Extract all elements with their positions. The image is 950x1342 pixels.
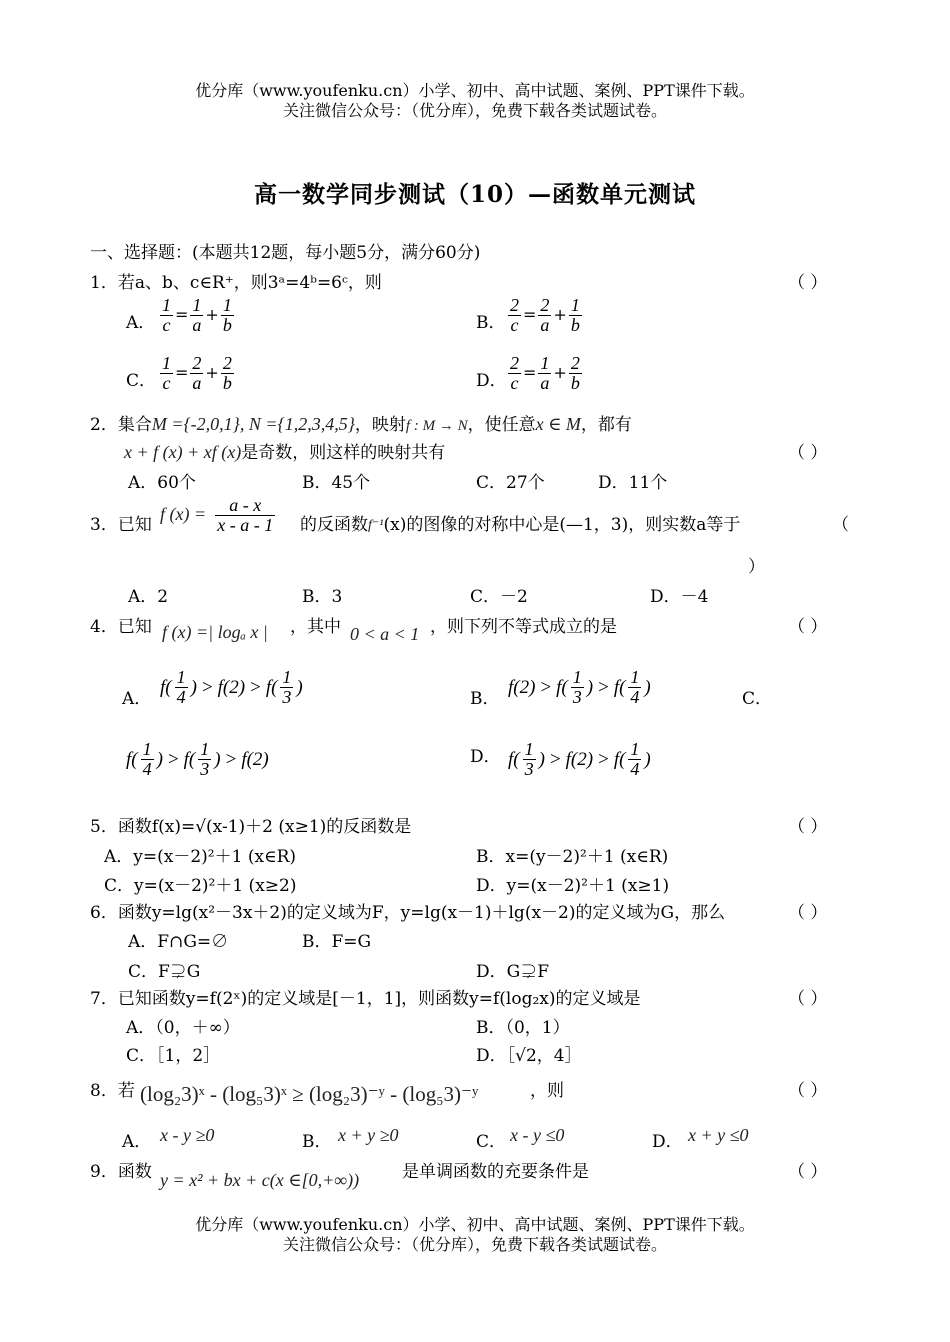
q2-set-m: M ={-2,0,1}, N ={1,2,3,4,5} xyxy=(151,414,355,434)
q2-expression: x + f (x) + xf (x) xyxy=(124,442,242,462)
page-title: 高一数学同步测试（10）—函数单元测试 xyxy=(253,181,696,208)
q2-stem-line2: x + f (x) + xf (x)是奇数，则这样的映射共有 xyxy=(124,442,446,463)
q3-option-b: B．3 xyxy=(302,587,343,607)
q1-option-c-label: C． xyxy=(126,371,157,391)
q2-map: f : M → N xyxy=(405,418,468,434)
q6-option-c: C．F⊋G xyxy=(128,962,201,982)
q2-condition: x ∈ M xyxy=(535,414,581,434)
q7-option-c: C．［1，2］ xyxy=(126,1046,221,1066)
q1-option-d-formula: $\frac{2}{c}$ = $\frac{1}{a}$ + $\frac{2}{b}$ xyxy=(510,353,580,393)
footer-line-2: 关注微信公众号：（优分库），免费下载各类试题试卷。 xyxy=(282,1235,667,1254)
q8-option-d-expr: x + y ≤0 xyxy=(688,1125,749,1145)
q6-option-d: D．G⊋F xyxy=(476,962,550,982)
q2-answer-paren: （ ） xyxy=(788,443,828,463)
q1-stem: 1．若a、b、c∈R⁺，则3ᵃ=4ᵇ=6ᶜ，则 xyxy=(90,273,382,293)
q3-option-a: A．2 xyxy=(128,587,169,607)
q1-option-b-formula: $\frac{2}{c}$ = $\frac{2}{a}$ + $\frac{1}{b}$ xyxy=(510,295,580,335)
q8-option-a-label: A． xyxy=(122,1132,152,1152)
q3-stem-prefix: 3．已知 xyxy=(90,515,152,535)
q4-stem-prefix: 4．已知 xyxy=(90,617,152,637)
q1-option-a-label: A． xyxy=(126,313,156,333)
q4-condition: 0 < a < 1 xyxy=(350,624,420,644)
q3-function-formula: f (x) = $\frac{a - x}{x - a - 1}$ xyxy=(160,495,274,535)
q2-option-c: C．27个 xyxy=(476,473,545,493)
footer-line-1: 优分库（www.youfenku.cn）小学、初中、高中试题、案例、PPT课件下载。 xyxy=(195,1215,755,1234)
q6-stem: 6．函数y=lg(x²－3x＋2)的定义域为F，y=lg(x－1)＋lg(x－2)的定义域为G，那么 xyxy=(90,903,726,923)
q2-stem-line1: 2．集合M ={-2,0,1}, N ={1,2,3,4,5}，映射f : M → N，使任意x ∈ M，都有 xyxy=(90,414,632,435)
q9-answer-paren: （ ） xyxy=(788,1162,828,1182)
q2-option-b: B．45个 xyxy=(302,473,371,493)
q4-option-b-label: B． xyxy=(470,689,500,709)
q7-option-b: B．（0，1） xyxy=(476,1018,570,1038)
q8-stem-prefix: 8．若 xyxy=(90,1081,135,1101)
q4-option-c-formula: f( $\frac{1}{4}$ ) > f( $\frac{1}{3}$ ) > f(2) xyxy=(126,739,269,779)
q5-option-a: A．y=(x－2)²＋1 (x∈R) xyxy=(104,847,297,867)
q1-option-d-label: D． xyxy=(476,371,507,391)
q3-paren-open: （ xyxy=(832,515,849,535)
q1-answer-paren: （ ） xyxy=(788,273,828,293)
q7-answer-paren: （ ） xyxy=(788,989,828,1009)
header-line-2: 关注微信公众号：（优分库），免费下载各类试题试卷。 xyxy=(282,101,667,120)
q8-option-c-label: C． xyxy=(476,1132,507,1152)
q4-option-a-formula: f( $\frac{1}{4}$ ) > f(2) > f( $\frac{1}{3}$ ) xyxy=(160,667,303,707)
q8-option-b-expr: x + y ≥0 xyxy=(338,1125,399,1145)
q6-option-a: A．F∩G=∅ xyxy=(128,932,229,952)
section-heading: 一、选择题：(本题共12题，每小题5分，满分60分) xyxy=(90,243,481,263)
q4-option-c-label: C． xyxy=(742,689,773,709)
q4-answer-paren: （ ） xyxy=(788,617,828,637)
q2-option-a: A．60个 xyxy=(128,473,196,493)
q8-option-d-label: D． xyxy=(652,1132,683,1152)
q8-option-b-label: B． xyxy=(302,1132,332,1152)
q4-option-d-formula: f( $\frac{1}{3}$ ) > f(2) > f( $\frac{1}{4}$ ) xyxy=(508,739,651,779)
q4-option-d-label: D． xyxy=(470,747,501,767)
q1-option-a-formula: $\frac{1}{c}$ = $\frac{1}{a}$ + $\frac{1}{b}$ xyxy=(162,295,232,335)
q3-stem-suffix: 的反函数f⁻¹(x)的图像的对称中心是(—1，3)，则实数a等于 xyxy=(300,515,741,535)
q5-stem: 5．函数f(x)=√(x-1)＋2 (x≥1)的反函数是 xyxy=(90,817,412,837)
q7-option-a: A．（0，＋∞） xyxy=(126,1018,240,1038)
q8-option-c-expr: x - y ≤0 xyxy=(510,1125,565,1145)
q3-option-d: D．－4 xyxy=(650,587,709,607)
q2-option-d: D．11个 xyxy=(598,473,668,493)
q9-stem-suffix: 是单调函数的充要条件是 xyxy=(402,1162,589,1182)
q8-option-a-expr: x - y ≥0 xyxy=(160,1125,215,1145)
q1-option-b-label: B． xyxy=(476,313,506,333)
q1-option-c-formula: $\frac{1}{c}$ = $\frac{2}{a}$ + $\frac{2}{b}$ xyxy=(162,353,232,393)
q3-option-c: C．－2 xyxy=(470,587,528,607)
q5-option-d: D．y=(x－2)²＋1 (x≥1) xyxy=(476,876,670,896)
q8-stem-suffix: ，则 xyxy=(530,1081,564,1101)
q4-function: f (x) =| logₐ x | xyxy=(162,622,268,642)
q9-expression: y = x² + bx + c(x ∈[0,+∞)) xyxy=(160,1170,360,1190)
q6-answer-paren: （ ） xyxy=(788,903,828,923)
q9-stem-prefix: 9．函数 xyxy=(90,1162,152,1182)
q3-paren-close: ） xyxy=(748,557,765,577)
q5-option-b: B．x=(y－2)²＋1 (x∈R) xyxy=(476,847,669,867)
q5-answer-paren: （ ） xyxy=(788,817,828,837)
q6-option-b: B．F=G xyxy=(302,932,372,952)
q7-stem: 7．已知函数y=f(2ˣ)的定义域是[－1，1]，则函数y=f(log₂x)的定义域是 xyxy=(90,989,641,1009)
q4-stem-mid: ，其中 xyxy=(290,617,341,637)
q5-option-c: C．y=(x－2)²＋1 (x≥2) xyxy=(104,876,297,896)
q7-option-d: D．［√2，4］ xyxy=(476,1046,582,1066)
q8-expression: (log₂3)ˣ - (log₅3)ˣ ≥ (log₂3)⁻ʸ - (log₅3)⁻ʸ xyxy=(140,1082,479,1106)
header-line-1: 优分库（www.youfenku.cn）小学、初中、高中试题、案例、PPT课件下载。 xyxy=(195,81,755,100)
q4-option-b-formula: f(2) > f( $\frac{1}{3}$ ) > f( $\frac{1}{4}$ ) xyxy=(508,667,651,707)
q8-answer-paren: （ ） xyxy=(788,1081,828,1101)
q4-stem-suffix: ，则下列不等式成立的是 xyxy=(430,617,617,637)
q4-option-a-label: A． xyxy=(122,689,152,709)
